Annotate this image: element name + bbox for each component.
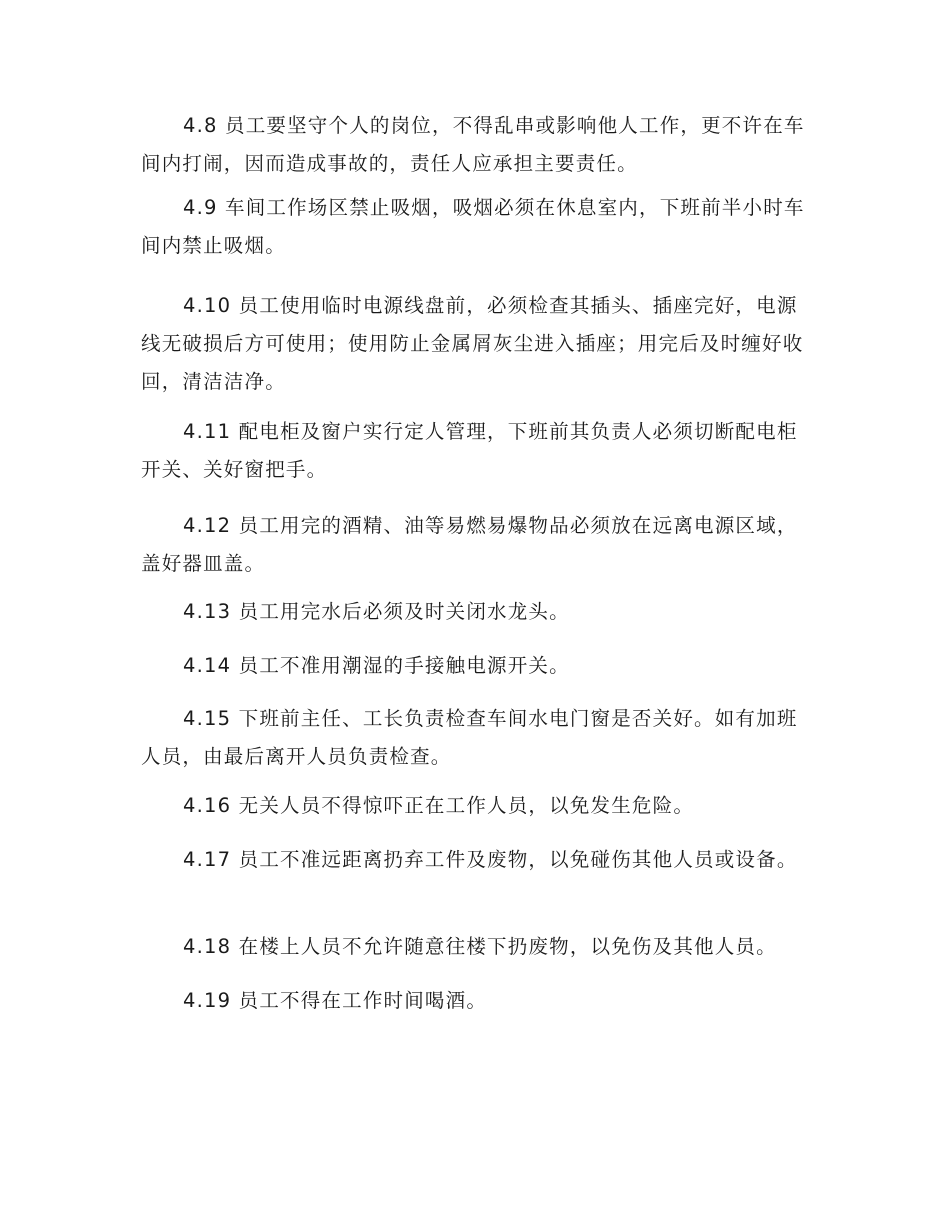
clause-4-17: 4.17 员工不准远距离扔弃工件及废物，以免碰伤其他人员或设备。 — [183, 848, 798, 871]
clause-4-14: 4.14 员工不准用潮湿的手接触电源开关。 — [183, 654, 570, 677]
clause-4-16: 4.16 无关人员不得惊吓正在工作人员，以免发生危险。 — [183, 794, 695, 817]
clause-4-12: 4.12 员工用完的酒精、油等易燃易爆物品必须放在远离电源区域，盖好器皿盖。 — [141, 514, 798, 575]
clause-4-10: 4.10 员工使用临时电源线盘前，必须检查其插头、插座完好，电源线无破损后方可使用；使用防止金属屑灰尘进入插座；用完后及时缠好收回，清洁洁净。 — [141, 294, 804, 393]
clause-4-18: 4.18 在楼上人员不允许随意往楼下扔废物，以免伤及其他人员。 — [183, 935, 777, 958]
clause-4-15: 4.15 下班前主任、工长负责检查车间水电门窗是否关好。如有加班人员，由最后离开人员负责检查。 — [141, 707, 798, 768]
clause-4-19: 4.19 员工不得在工作时间喝酒。 — [183, 989, 488, 1012]
clause-4-8: 4.8 员工要坚守个人的岗位，不得乱串或影响他人工作，更不许在车间内打闹，因而造成事故的，责任人应承担主要责任。 — [141, 114, 805, 175]
clause-4-9: 4.9 车间工作场区禁止吸烟，吸烟必须在休息室内，下班前半小时车间内禁止吸烟。 — [141, 196, 805, 257]
clause-4-13: 4.13 员工用完水后必须及时关闭水龙头。 — [183, 600, 570, 623]
clause-4-11: 4.11 配电柜及窗户实行定人管理，下班前其负责人必须切断配电柜开关、关好窗把手。 — [141, 420, 798, 481]
